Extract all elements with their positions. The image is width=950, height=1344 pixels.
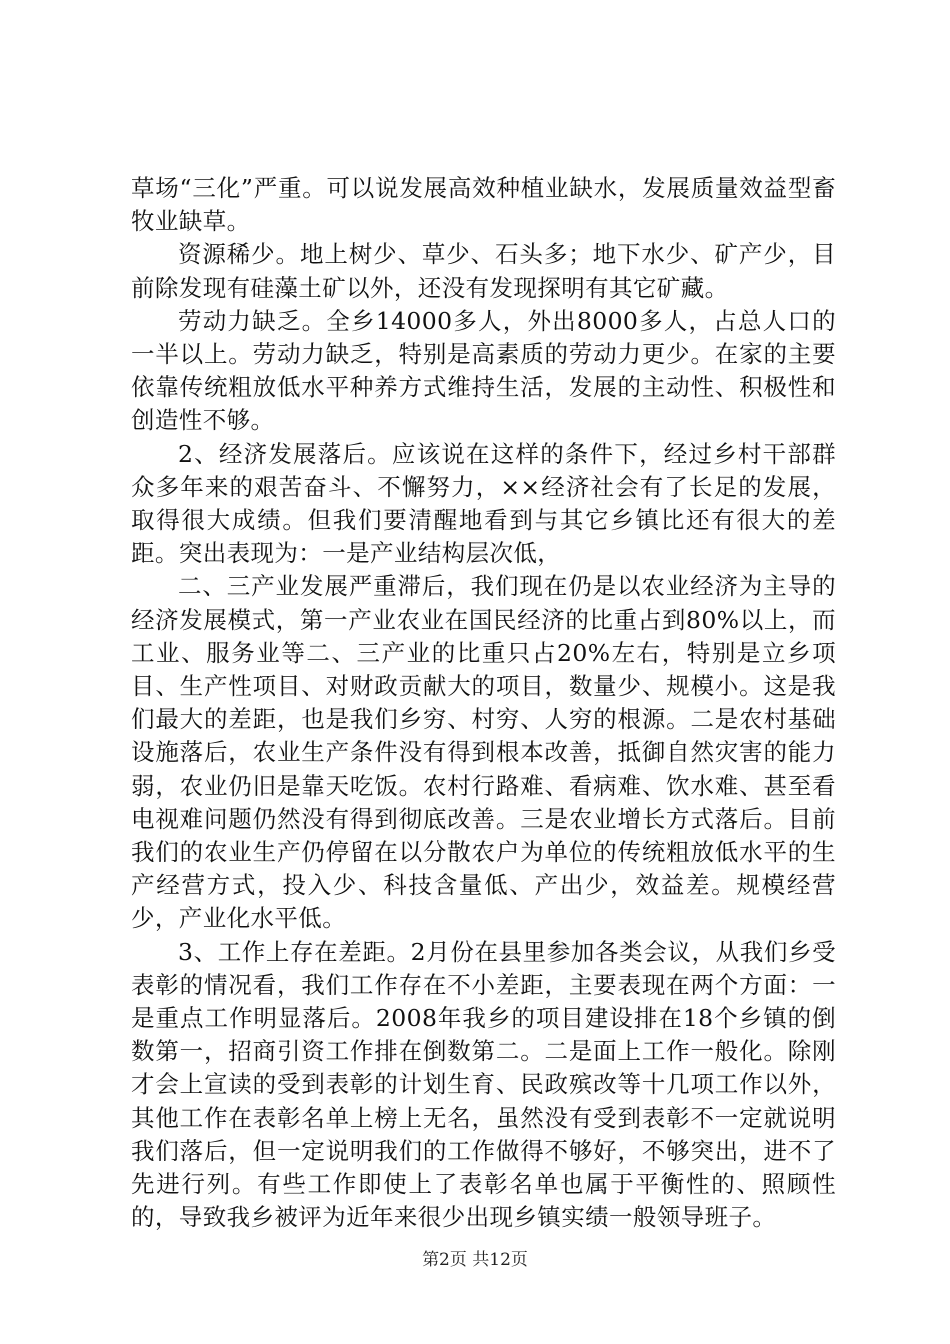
paragraph: 资源稀少。地上树少、草少、石头多；地下水少、矿产少，目前除发现有硅藻土矿以外，还没有发现探明有其它矿藏。 — [131, 240, 836, 302]
page-number: 第2页 共12页 — [422, 1250, 528, 1270]
page-footer — [0, 1245, 950, 1270]
paragraph: 二、三产业发展严重滞后，我们现在仍是以农业经济为主导的经济发展模式，第一产业农业在国民经济的比重占到80%以上，而工业、服务业等二、三产业的比重只占20%左右，特别是立乡项目、生产性项目、对财政贡献大的项目，数量少、规模小。这是我们最大的差距，也是我们乡穷、村穷、人穷的根源。二是农村基础设施落后，农业生产条件没有得到根本改善，抵御自然灾害的能力弱，农业仍旧是靠天吃饭。农村行路难、看病难、饮水难、甚至看电视难问题仍然没有得到彻底改善。三是农业增长方式落后。目前我们的农业生产仍停留在以分散农户为单位的传统粗放低水平的生产经营方式，投入少、科技含量低、产出少，效益差。规模经营少，产业化水平低。 — [131, 572, 836, 933]
document-body — [131, 172, 836, 1235]
paragraph: 3、工作上存在差距。2月份在县里参加各类会议，从我们乡受表彰的情况看，我们工作存在不小差距，主要表现在两个方面：一是重点工作明显落后。2008年我乡的项目建设排在18个乡镇的倒数第一，招商引资工作排在倒数第二。二是面上工作一般化。除刚才会上宣读的受到表彰的计划生育、民政殡改等十几项工作以外，其他工作在表彰名单上榜上无名，虽然没有受到表彰不一定就说明我们落后，但一定说明我们的工作做得不够好，不够突出，进不了先进行列。有些工作即使上了表彰名单也属于平衡性的、照顾性的，导致我乡被评为近年来很少出现乡镇实绩一般领导班子。 — [131, 937, 836, 1232]
paragraph: 2、经济发展落后。应该说在这样的条件下，经过乡村干部群众多年来的艰苦奋斗、不懈努力，××经济社会有了长足的发展，取得很大成绩。但我们要清醒地看到与其它乡镇比还有很大的差距。突出表现为：一是产业结构层次低， — [131, 439, 836, 568]
paragraph: 劳动力缺乏。全乡14000多人，外出8000多人，占总人口的一半以上。劳动力缺乏，特别是高素质的劳动力更少。在家的主要依靠传统粗放低水平种养方式维持生活，发展的主动性、积极性和创造性不够。 — [131, 306, 836, 435]
paragraph: 草场“三化”严重。可以说发展高效种植业缺水，发展质量效益型畜牧业缺草。 — [131, 174, 836, 236]
